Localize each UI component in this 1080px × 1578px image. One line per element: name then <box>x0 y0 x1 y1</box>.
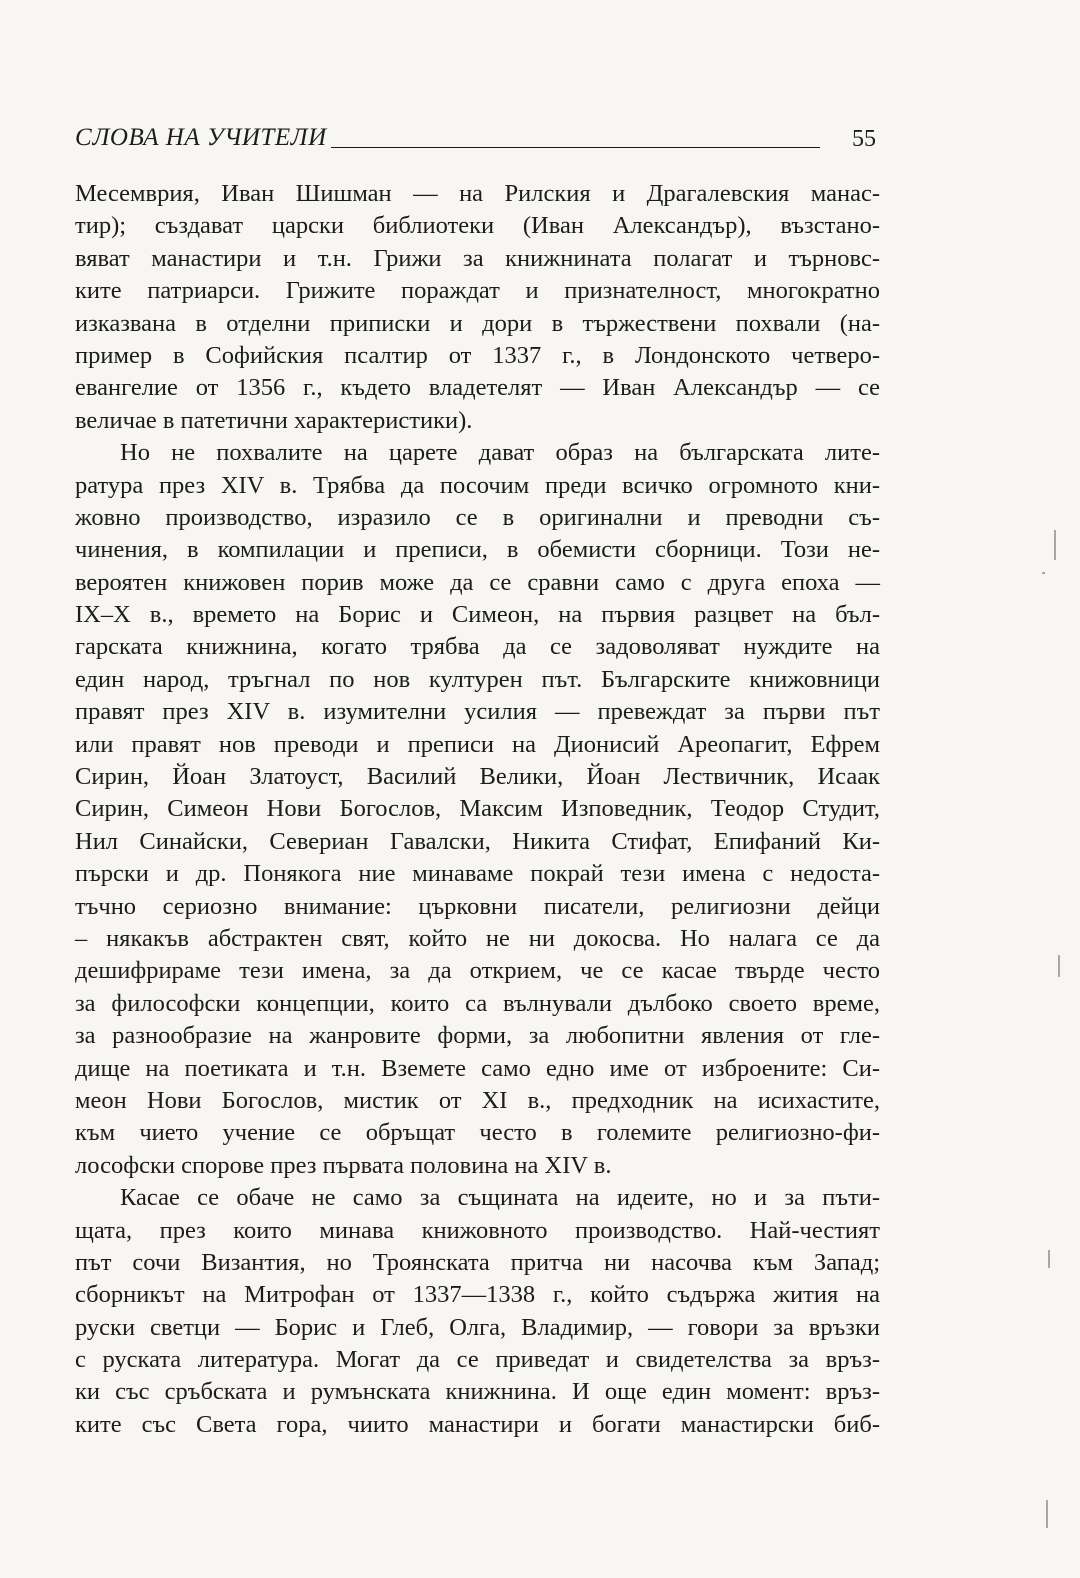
scan-artifact <box>1042 572 1045 574</box>
book-page <box>75 120 880 1441</box>
text-line: лософски спорове през първата половина на XIV в. <box>75 1151 612 1179</box>
text-line: път сочи Византия, но Троянската притча ни насочва към Запад; <box>75 1248 880 1276</box>
text-line: дешифрираме тези имена, за да открием, че се касае твърде често <box>75 957 880 985</box>
text-line: ратура през XIV в. Трябва да посочим преди всичко огромното кни- <box>75 471 880 499</box>
text-line: ки със сръбската и румънската книжнина. И още един момент: връз- <box>75 1378 880 1406</box>
text-line: тъчно сериозно внимание: църковни писатели, религиозни дейци <box>75 892 880 920</box>
text-line: един народ, тръгнал по нов културен път. Българските книжовници <box>75 665 880 693</box>
text-line: за философски концепции, които са вълнували дълбоко своето време, <box>75 989 880 1017</box>
text-line: тир); създават царски библиотеки (Иван Александър), възстано- <box>75 212 880 240</box>
text-line: Но не похвалите на царете дават образ на българската лите- <box>120 439 880 467</box>
text-line: изказвана в отделни приписки и дори в тържествени похвали (на- <box>75 309 880 337</box>
scan-artifact <box>1058 955 1060 977</box>
text-line: или правят нов преводи и преписи на Дионисий Ареопагит, Ефрем <box>75 730 880 758</box>
text-line: дище на поетиката и т.н. Вземете само едно име от изброените: Си- <box>75 1054 880 1082</box>
running-head <box>75 120 880 164</box>
text-line: ките със Света гора, чиито манастири и богати манастирски биб- <box>75 1410 880 1438</box>
text-line: вяват манастири и т.н. Грижи за книжнината полагат и търновс- <box>75 244 880 272</box>
text-line: евангелие от 1356 г., където владетелят — Иван Александър — се <box>75 374 880 402</box>
page-number: 55 <box>852 126 876 152</box>
text-line: вероятен книжовен порив може да се сравни само с друга епоха — <box>75 568 880 596</box>
text-line: Касае се обаче не само за същината на идеите, но и за пъти- <box>120 1184 880 1212</box>
text-line: ките патриарси. Грижите пораждат и признателност, многократно <box>75 277 880 305</box>
scan-artifact <box>1054 530 1056 560</box>
text-line: пример в Софийския псалтир от 1337 г., в Лондонското четверо- <box>75 341 880 369</box>
text-line: към чието учение се обръщат често в големите религиозно-фи- <box>75 1119 880 1147</box>
text-line: меон Нови Богослов, мистик от XI в., предходник на исихастите, <box>75 1086 880 1114</box>
scan-artifact <box>1048 1250 1050 1268</box>
text-line: Сирин, Йоан Златоуст, Василий Велики, Йоан Лествичник, Исаак <box>75 763 880 791</box>
text-line: правят през XIV в. изумителни усилия — превеждат за първи път <box>75 698 880 726</box>
text-line: – някакъв абстрактен свят, който не ни докосва. Но налага се да <box>75 924 880 952</box>
paragraph <box>75 1182 880 1441</box>
text-line: жовно производство, изразило се в оригинални и преводни съ- <box>75 503 880 531</box>
paragraph <box>75 437 880 1182</box>
text-line: за разнообразие на жанровите форми, за любопитни явления от гле- <box>75 1022 880 1050</box>
paragraph <box>75 178 880 437</box>
text-line: сборникът на Митрофан от 1337—1338 г., който съдържа жития на <box>75 1281 880 1309</box>
text-line: с руската литература. Могат да се приведат и свидетелства за връз- <box>75 1346 880 1374</box>
text-line: величае в патетични характеристики). <box>75 406 473 434</box>
text-line: руски светци — Борис и Глеб, Олга, Владимир, — говори за връзки <box>75 1313 880 1341</box>
scan-artifact <box>1046 1500 1048 1528</box>
text-line: чинения, в компилации и преписи, в обемисти сборници. Този не- <box>75 536 880 564</box>
text-line: Нил Синайски, Севериан Гавалски, Никита Стифат, Епифаний Ки- <box>75 827 880 855</box>
text-line: гарската книжнина, когато трябва да се задоволяват нуждите на <box>75 633 880 661</box>
text-line: IX–X в., времето на Борис и Симеон, на първия разцвет на бъл- <box>75 601 880 629</box>
text-line: Сирин, Симеон Нови Богослов, Максим Изповедник, Теодор Студит, <box>75 795 880 823</box>
header-rule <box>331 147 820 148</box>
text-line: Месемврия, Иван Шишман — на Рилския и Драгалевския манас- <box>75 180 880 207</box>
body-text <box>75 178 880 1441</box>
text-line: щата, през които минава книжовното производство. Най-честият <box>75 1216 880 1244</box>
running-title: СЛОВА НА УЧИТЕЛИ <box>75 124 327 151</box>
text-line: пърски и др. Понякога ние минаваме покрай тези имена с недоста- <box>75 860 880 888</box>
